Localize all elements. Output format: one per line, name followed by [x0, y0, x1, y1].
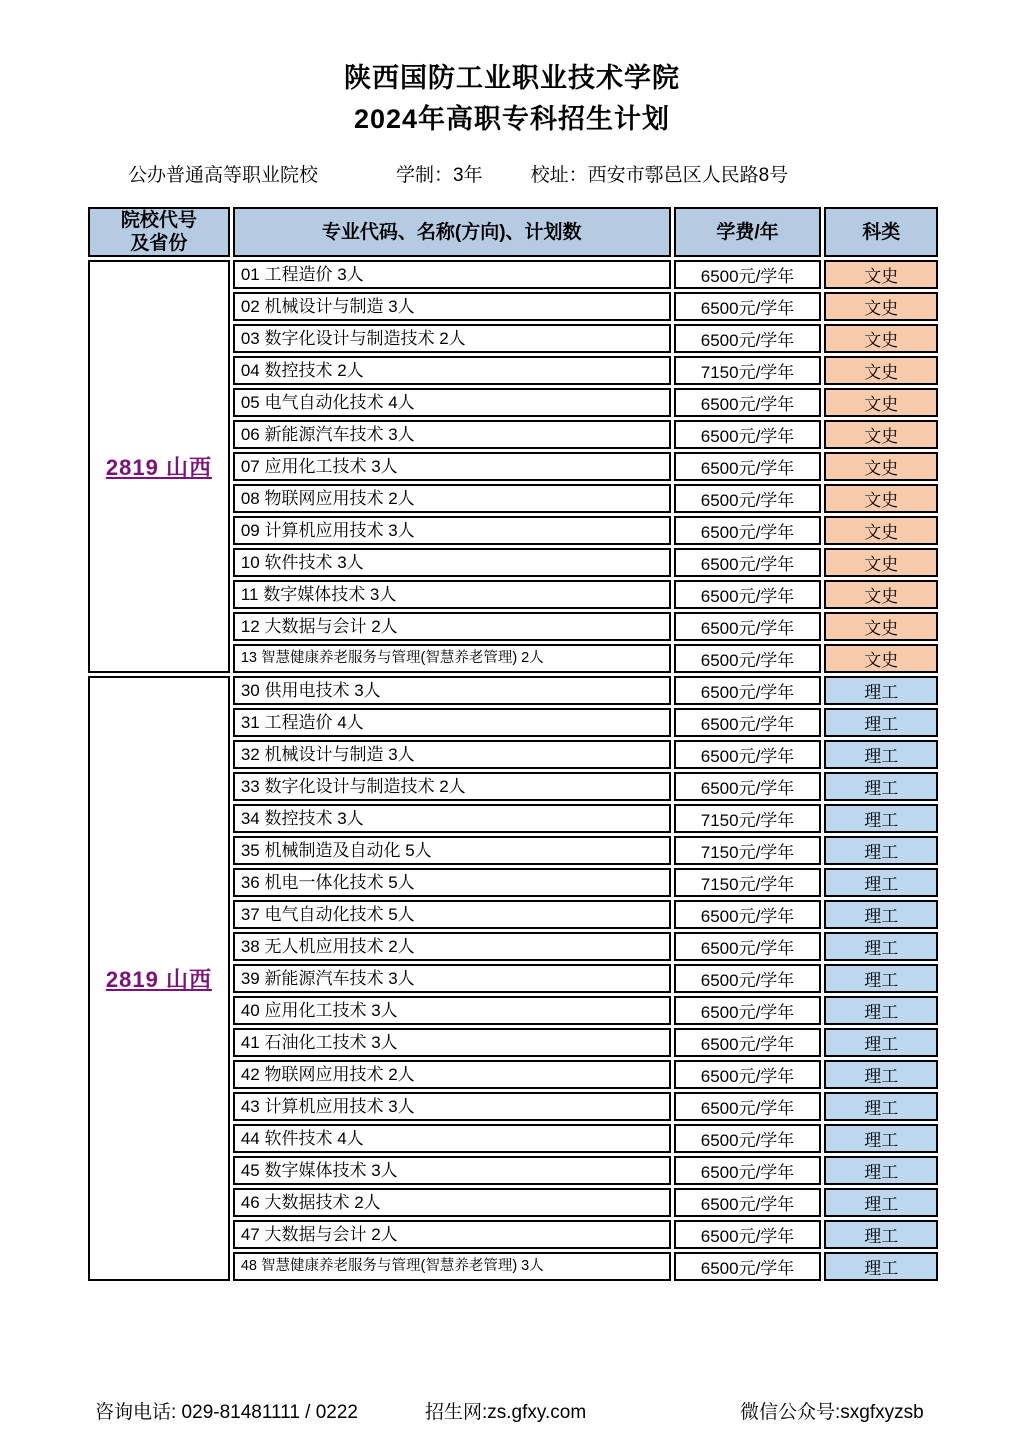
footer-contact-line — [95, 1397, 940, 1424]
fee-cell: 7150元/学年 — [674, 836, 822, 865]
major-cell: 10 软件技术 3人 — [233, 548, 671, 577]
major-cell: 44 软件技术 4人 — [233, 1124, 671, 1153]
major-cell: 47 大数据与会计 2人 — [233, 1220, 671, 1249]
major-cell: 34 数控技术 3人 — [233, 804, 671, 833]
page-title-line1: 陕西国防工业职业技术学院 — [344, 63, 680, 93]
study-duration-label: 学制：3年 — [396, 165, 483, 186]
category-cell: 理工 — [824, 1092, 938, 1121]
major-cell: 37 电气自动化技术 5人 — [233, 900, 671, 929]
major-cell: 07 应用化工技术 3人 — [233, 452, 671, 481]
category-cell: 理工 — [824, 1252, 938, 1281]
fee-cell: 6500元/学年 — [674, 452, 822, 481]
fee-cell: 6500元/学年 — [674, 996, 822, 1025]
fee-cell: 6500元/学年 — [674, 484, 822, 513]
footer-website: 招生网:zs.gfxy.com — [425, 1402, 587, 1423]
major-cell: 12 大数据与会计 2人 — [233, 612, 671, 641]
major-cell: 41 石油化工技术 3人 — [233, 1028, 671, 1057]
fee-cell: 6500元/学年 — [674, 932, 822, 961]
major-cell: 30 供用电技术 3人 — [233, 676, 671, 705]
college-code-province-text: 2819 山西 — [105, 967, 212, 992]
category-cell: 文史 — [824, 644, 938, 673]
major-cell: 06 新能源汽车技术 3人 — [233, 420, 671, 449]
category-cell: 文史 — [824, 548, 938, 577]
major-cell: 35 机械制造及自动化 5人 — [233, 836, 671, 865]
major-cell: 01 工程造价 3人 — [233, 260, 671, 289]
category-cell: 理工 — [824, 964, 938, 993]
fee-cell: 6500元/学年 — [674, 1220, 822, 1249]
major-cell: 31 工程造价 4人 — [233, 708, 671, 737]
college-code-province-text: 2819 山西 — [105, 455, 212, 480]
page-title-line2: 2024年高职专科招生计划 — [353, 104, 671, 134]
category-cell: 文史 — [824, 580, 938, 609]
column-header-code-line2: 及省份 — [130, 233, 188, 254]
major-cell: 13 智慧健康养老服务与管理(智慧养老管理) 2人 — [233, 644, 671, 673]
category-cell: 文史 — [824, 420, 938, 449]
school-address-label: 校址：西安市鄠邑区人民路8号 — [530, 165, 789, 186]
column-header-category: 科类 — [824, 207, 938, 257]
college-code-province-cell — [88, 260, 230, 673]
major-cell: 48 智慧健康养老服务与管理(智慧养老管理) 3人 — [233, 1252, 671, 1281]
major-cell: 02 机械设计与制造 3人 — [233, 292, 671, 321]
category-cell: 理工 — [824, 676, 938, 705]
fee-cell: 6500元/学年 — [674, 580, 822, 609]
category-cell: 理工 — [824, 996, 938, 1025]
category-cell: 理工 — [824, 868, 938, 897]
major-cell: 09 计算机应用技术 3人 — [233, 516, 671, 545]
category-cell: 理工 — [824, 1028, 938, 1057]
fee-cell: 6500元/学年 — [674, 644, 822, 673]
fee-cell: 6500元/学年 — [674, 324, 822, 353]
fee-cell: 6500元/学年 — [674, 1188, 822, 1217]
category-cell: 理工 — [824, 836, 938, 865]
category-cell: 理工 — [824, 1060, 938, 1089]
category-cell: 理工 — [824, 932, 938, 961]
major-cell: 39 新能源汽车技术 3人 — [233, 964, 671, 993]
fee-cell: 6500元/学年 — [674, 1124, 822, 1153]
category-cell: 理工 — [824, 900, 938, 929]
major-cell: 38 无人机应用技术 2人 — [233, 932, 671, 961]
category-cell: 理工 — [824, 1156, 938, 1185]
fee-cell: 6500元/学年 — [674, 1092, 822, 1121]
category-cell: 理工 — [824, 1220, 938, 1249]
category-cell: 文史 — [824, 324, 938, 353]
fee-cell: 7150元/学年 — [674, 356, 822, 385]
column-header-code-line1: 院校代号 — [120, 210, 197, 231]
page-title-block — [0, 0, 1024, 140]
major-cell: 46 大数据技术 2人 — [233, 1188, 671, 1217]
major-cell: 43 计算机应用技术 3人 — [233, 1092, 671, 1121]
school-info-line — [128, 160, 1024, 187]
table-row — [88, 676, 938, 705]
major-cell: 11 数字媒体技术 3人 — [233, 580, 671, 609]
category-cell: 文史 — [824, 388, 938, 417]
footer-wechat: 微信公众号:sxgfxyzsb — [740, 1402, 924, 1423]
fee-cell: 6500元/学年 — [674, 388, 822, 417]
category-cell: 理工 — [824, 804, 938, 833]
footer-phone: 咨询电话: 029-81481111 / 0222 — [95, 1402, 358, 1423]
category-cell: 文史 — [824, 356, 938, 385]
category-cell: 理工 — [824, 740, 938, 769]
category-cell: 理工 — [824, 1188, 938, 1217]
category-cell: 理工 — [824, 772, 938, 801]
major-cell: 08 物联网应用技术 2人 — [233, 484, 671, 513]
table-row — [88, 260, 938, 289]
category-cell: 文史 — [824, 292, 938, 321]
table-header-row — [88, 207, 938, 257]
fee-cell: 6500元/学年 — [674, 612, 822, 641]
fee-cell: 6500元/学年 — [674, 900, 822, 929]
fee-cell: 6500元/学年 — [674, 1156, 822, 1185]
fee-cell: 7150元/学年 — [674, 868, 822, 897]
fee-cell: 6500元/学年 — [674, 964, 822, 993]
college-code-province-cell — [88, 676, 230, 1281]
category-cell: 文史 — [824, 260, 938, 289]
category-cell: 文史 — [824, 484, 938, 513]
fee-cell: 6500元/学年 — [674, 676, 822, 705]
major-cell: 32 机械设计与制造 3人 — [233, 740, 671, 769]
major-cell: 04 数控技术 2人 — [233, 356, 671, 385]
major-cell: 42 物联网应用技术 2人 — [233, 1060, 671, 1089]
major-cell: 36 机电一体化技术 5人 — [233, 868, 671, 897]
column-header-fee: 学费/年 — [674, 207, 822, 257]
major-cell: 05 电气自动化技术 4人 — [233, 388, 671, 417]
fee-cell: 6500元/学年 — [674, 772, 822, 801]
fee-cell: 6500元/学年 — [674, 1028, 822, 1057]
major-cell: 40 应用化工技术 3人 — [233, 996, 671, 1025]
fee-cell: 6500元/学年 — [674, 260, 822, 289]
school-type-label: 公办普通高等职业院校 — [128, 165, 319, 186]
fee-cell: 7150元/学年 — [674, 804, 822, 833]
category-cell: 文史 — [824, 612, 938, 641]
admission-plan-table — [85, 204, 941, 1284]
category-cell: 文史 — [824, 516, 938, 545]
column-header-major: 专业代码、名称(方向)、计划数 — [233, 207, 671, 257]
fee-cell: 6500元/学年 — [674, 420, 822, 449]
fee-cell: 6500元/学年 — [674, 1060, 822, 1089]
major-cell: 45 数字媒体技术 3人 — [233, 1156, 671, 1185]
major-cell: 33 数字化设计与制造技术 2人 — [233, 772, 671, 801]
category-cell: 理工 — [824, 1124, 938, 1153]
column-header-code-province — [88, 207, 230, 257]
fee-cell: 6500元/学年 — [674, 548, 822, 577]
fee-cell: 6500元/学年 — [674, 516, 822, 545]
category-cell: 文史 — [824, 452, 938, 481]
fee-cell: 6500元/学年 — [674, 1252, 822, 1281]
category-cell: 理工 — [824, 708, 938, 737]
major-cell: 03 数字化设计与制造技术 2人 — [233, 324, 671, 353]
fee-cell: 6500元/学年 — [674, 740, 822, 769]
fee-cell: 6500元/学年 — [674, 292, 822, 321]
fee-cell: 6500元/学年 — [674, 708, 822, 737]
